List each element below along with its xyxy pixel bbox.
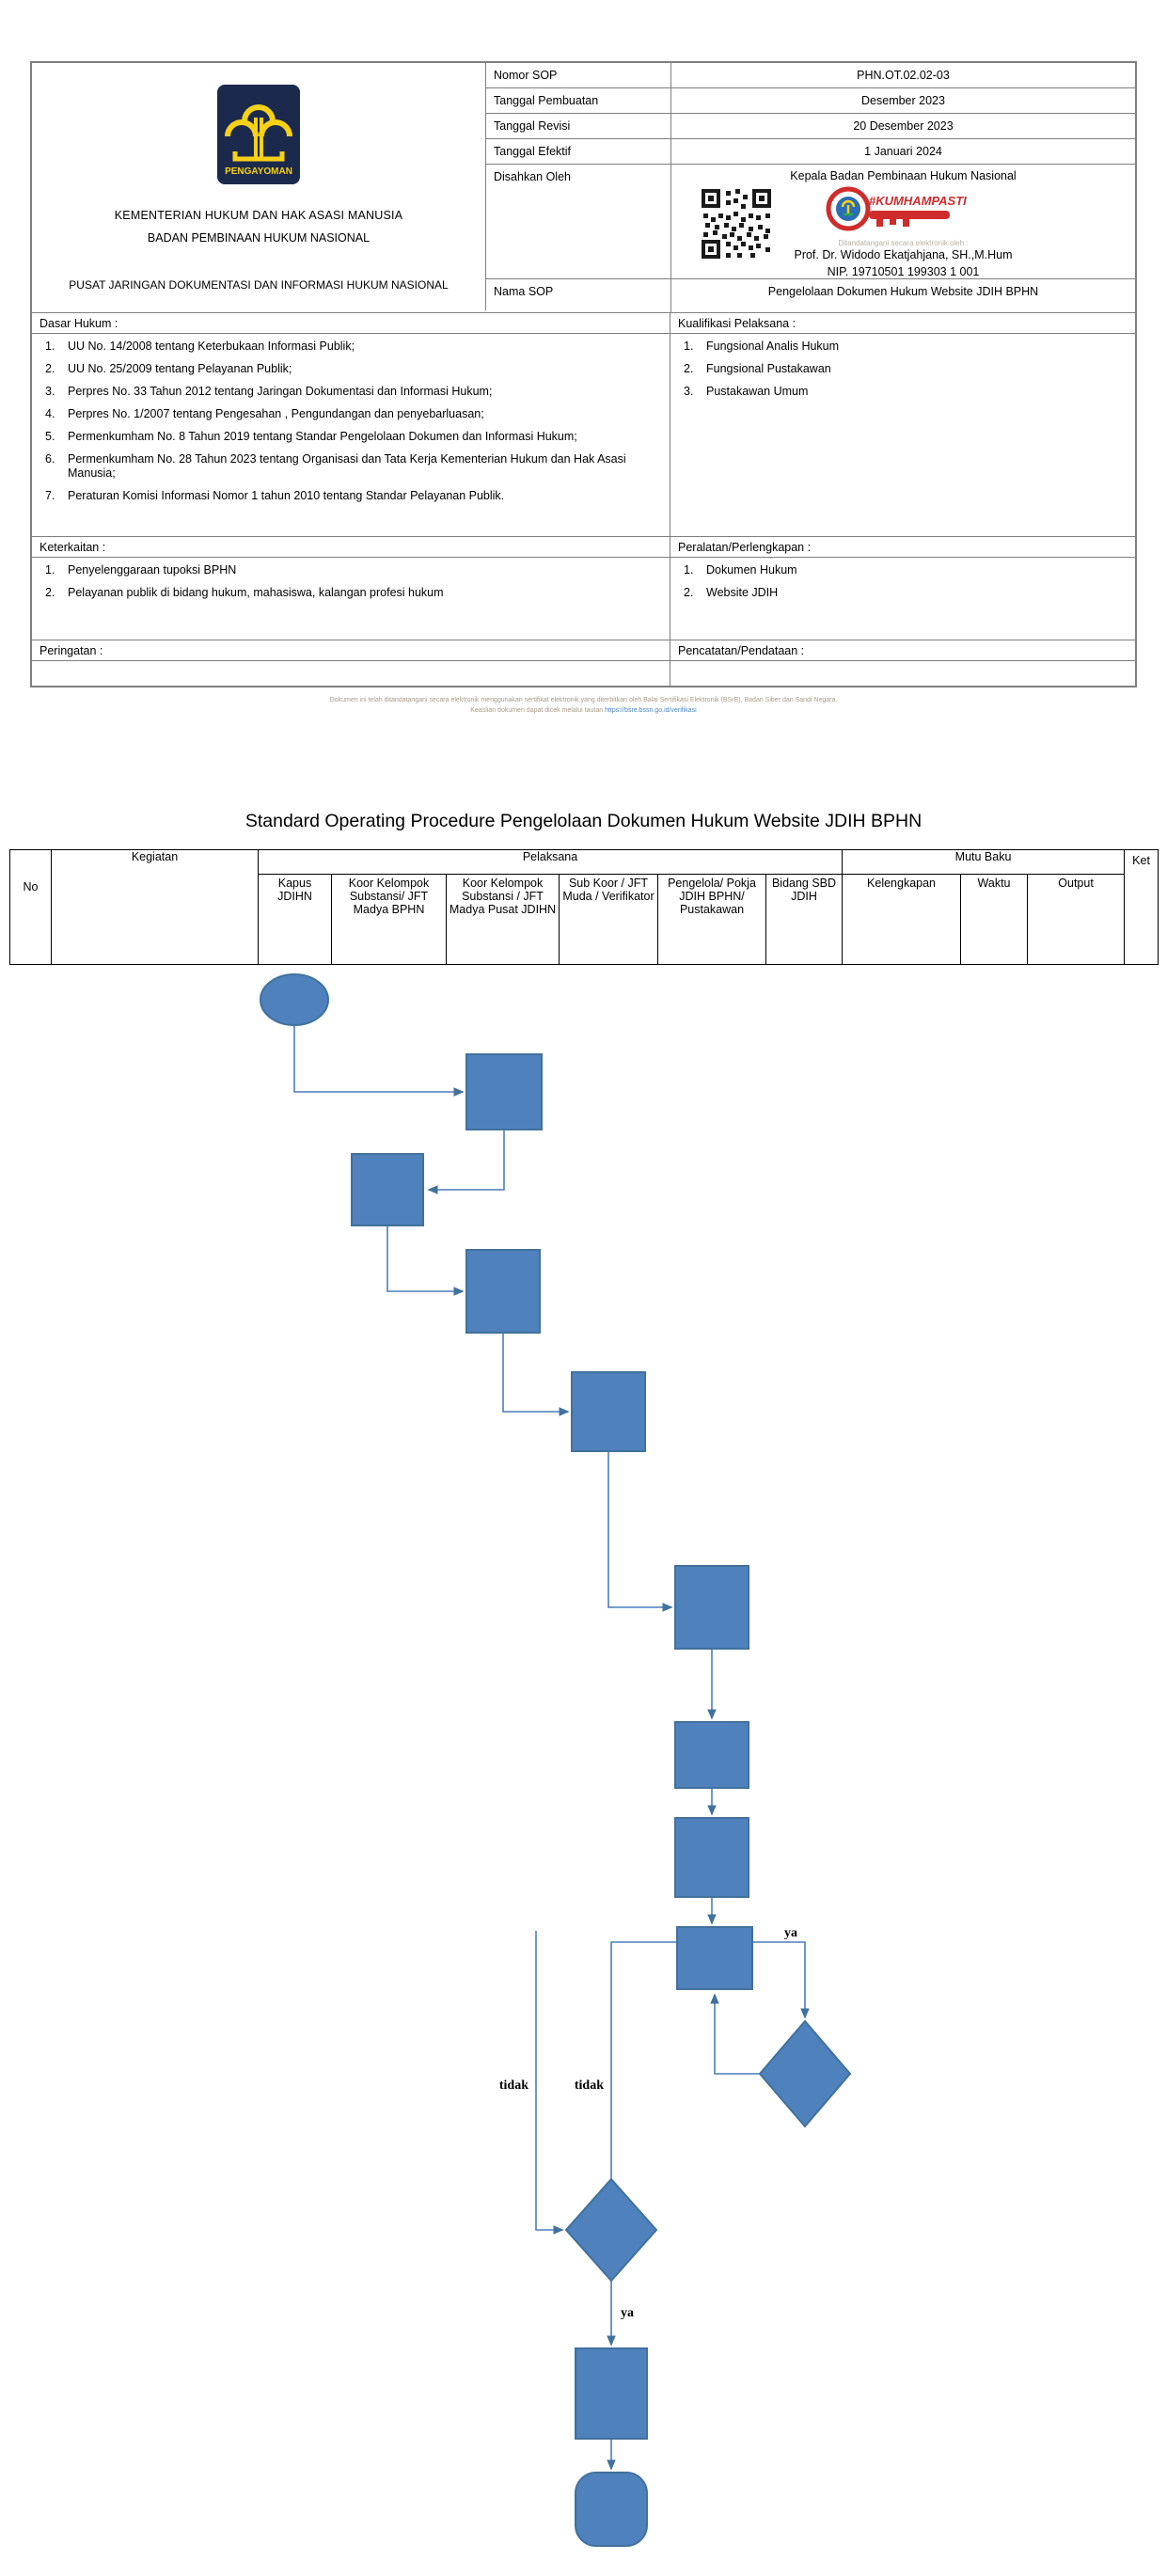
electronic-signature-note: Ditandatangani secara elektronik oleh : <box>838 239 969 247</box>
list-item-text: Website JDIH <box>706 586 779 599</box>
peringatan-body-empty <box>32 661 670 686</box>
header-mutu-baku: Mutu Baku <box>843 850 1125 875</box>
branch-label-tidak-right: tidak <box>574 2078 604 2093</box>
flow-step-4-box <box>466 1250 540 1333</box>
kualifikasi-title: Kualifikasi Pelaksana : <box>678 317 796 330</box>
list-item-number: 2. <box>684 362 694 375</box>
header-no: No <box>10 850 52 965</box>
header-pengelola: Pengelola/ Pokja JDIH BPHN/ Pustakawan <box>658 875 766 965</box>
meta-row-disahkan <box>486 165 1135 279</box>
header-koor-bphn: Koor Kelompok Substansi/ JFT Madya BPHN <box>332 875 447 965</box>
keterkaitan-title: Keterkaitan : <box>32 537 670 557</box>
list-item <box>45 452 660 481</box>
list-item-number: 2. <box>684 586 694 599</box>
header-ket: Ket <box>1125 850 1159 965</box>
list-item <box>45 407 660 421</box>
list-item-number: 3. <box>45 385 55 398</box>
peralatan-title: Peralatan/Perlengkapan : <box>678 541 812 554</box>
flow-verifikasi-decision-diamond <box>566 2179 656 2281</box>
section-body-row-2 <box>32 558 1135 640</box>
list-item <box>684 586 1126 600</box>
flow-step-7-box <box>675 1722 749 1788</box>
flow-step-5-box <box>572 1372 645 1451</box>
list-item-text: Perpres No. 1/2007 tentang Pengesahan , Pengundangan dan penyebarluasan; <box>68 407 484 420</box>
meta-value: Desember 2023 <box>861 94 945 107</box>
list-item-number: 1. <box>45 340 55 353</box>
list-item-number: 2. <box>45 586 55 599</box>
list-item-text: Permenkumham No. 28 Tahun 2023 tentang Organisasi dan Tata Kerja Kementerian Hukum dan Hak Asasi Manusia; <box>68 452 626 480</box>
list-item-text: Pustakawan Umum <box>706 385 809 398</box>
list-item-number: 3. <box>684 385 694 398</box>
sop-meta-table <box>486 63 1135 312</box>
sop-header-box <box>30 61 1137 687</box>
signer-nip: NIP. 19710501 199303 1 001 <box>827 265 980 278</box>
flow-step-11-box <box>576 2348 647 2439</box>
flow-step-9-box <box>677 1927 752 1989</box>
bsre-disclaimer-line2 <box>0 706 1167 717</box>
meta-value: 1 Januari 2024 <box>864 145 942 158</box>
connector-4-5 <box>503 1333 568 1412</box>
list-item <box>684 362 1126 376</box>
meta-label: Nomor SOP <box>486 63 671 87</box>
bsre-disclaimer-line1: Dokumen ini telah ditandatangani secara elektronik menggunakan sertifikat elektronik yang diterbitkan oleh Balai Sertifikasi Elektronik (BSrE), Badan Siber dan Sandi Negara. <box>329 697 838 703</box>
list-item <box>45 430 660 444</box>
peringatan-title: Peringatan : <box>32 640 670 660</box>
list-item-text: Fungsional Analis Hukum <box>706 340 840 353</box>
list-item-text: UU No. 14/2008 tentang Keterbukaan Informasi Publik; <box>68 340 355 353</box>
list-item-number: 1. <box>45 563 55 577</box>
meta-row-nama-sop <box>486 279 1135 312</box>
meta-value: PHN.OT.02.02-03 <box>857 69 950 82</box>
header-output: Output <box>1028 875 1125 965</box>
dasar-hukum-title: Dasar Hukum : <box>32 313 670 333</box>
meta-row-nomor <box>486 63 1135 88</box>
meta-row-pembuatan <box>486 88 1135 114</box>
list-item-text: Permenkumham No. 8 Tahun 2019 tentang Standar Pengelolaan Dokumen dan Informasi Hukum; <box>68 430 577 443</box>
connector-1-2 <box>294 1025 463 1092</box>
connector-3-4 <box>387 1225 463 1291</box>
header-kelengkapan: Kelengkapan <box>843 875 961 965</box>
connector-5-6 <box>608 1451 671 1607</box>
signer-title: Kepala Badan Pembinaan Hukum Nasional <box>790 169 1017 182</box>
pencatatan-body-empty <box>670 661 1135 686</box>
kualifikasi-list <box>670 334 1135 536</box>
meta-label: Tanggal Efektif <box>486 139 671 164</box>
list-item <box>684 385 1126 399</box>
header-top-row <box>32 63 1135 313</box>
list-item <box>45 340 660 354</box>
list-item <box>45 489 660 503</box>
list-item <box>45 586 660 600</box>
list-item <box>45 385 660 399</box>
flowchart-table <box>9 849 1159 965</box>
branch-label-ya-top: ya <box>784 1926 797 1940</box>
section-body-row-3 <box>32 661 1135 686</box>
section-titles-row-3 <box>32 640 1135 661</box>
list-item <box>45 362 660 376</box>
list-item <box>684 340 1126 354</box>
list-item <box>45 563 660 577</box>
signature-zone <box>671 165 1135 278</box>
dasar-hukum-list <box>32 334 670 536</box>
list-item-number: 1. <box>684 340 694 353</box>
flowchart-shapes-overlay <box>9 849 1158 2568</box>
org-line-1: KEMENTERIAN HUKUM DAN HAK ASASI MANUSIA <box>114 209 403 222</box>
signer-name: Prof. Dr. Widodo Ekatjahjana, SH.,M.Hum <box>794 248 1013 261</box>
meta-row-revisi <box>486 114 1135 139</box>
list-item-number: 4. <box>45 407 55 420</box>
header-waktu: Waktu <box>961 875 1028 965</box>
meta-value: 20 Desember 2023 <box>853 119 954 133</box>
section-titles-row-1 <box>32 313 1135 334</box>
list-item-text: UU No. 25/2009 tentang Pelayanan Publik; <box>68 362 292 375</box>
bsre-disclaimer <box>0 696 1167 716</box>
qr-code <box>700 187 773 261</box>
pengayoman-logo-icon <box>216 84 301 185</box>
list-item-text: Pelayanan publik di bidang hukum, mahasiswa, kalangan profesi hukum <box>68 586 444 599</box>
section-body-row-1 <box>32 334 1135 537</box>
peralatan-list <box>670 558 1135 640</box>
ministry-identity-cell <box>32 63 486 310</box>
stamp-text: #KUMHAMPASTI <box>868 194 967 208</box>
flow-step-8-box <box>675 1818 749 1897</box>
list-item-text: Penyelenggaraan tupoksi BPHN <box>68 563 237 577</box>
list-item-number: 1. <box>684 563 694 577</box>
meta-label: Nama SOP <box>486 279 671 312</box>
bsre-verification-link[interactable]: https://bsre.bssn.go.id/verifikasi <box>605 706 697 714</box>
flowchart-header <box>10 850 1159 965</box>
header-bidang-sbd: Bidang SBD JDIH <box>766 875 843 965</box>
header-kapus-jdihn: Kapus JDIHN <box>259 875 332 965</box>
list-item-text: Fungsional Pustakawan <box>706 362 831 375</box>
list-item-number: 7. <box>45 489 55 502</box>
pencatatan-title: Pencatatan/Pendataan : <box>678 644 805 657</box>
kumhampasti-stamp-icon <box>824 184 984 233</box>
header-pelaksana: Pelaksana <box>259 850 843 875</box>
flow-step-6-box <box>675 1566 749 1649</box>
list-item-text: Peraturan Komisi Informasi Nomor 1 tahun 2010 tentang Standar Pelayanan Publik. <box>68 489 505 502</box>
flow-step-2-box <box>466 1054 542 1130</box>
flow-kendala-decision-diamond <box>760 2021 850 2126</box>
org-line-3: PUSAT JARINGAN DOKUMENTASI DAN INFORMASI HUKUM NASIONAL <box>69 278 449 292</box>
logo-banner-text: PENGAYOMAN <box>225 166 292 177</box>
list-item <box>684 563 1126 577</box>
list-item-text: Dokumen Hukum <box>706 563 797 577</box>
keterkaitan-list <box>32 558 670 640</box>
meta-label: Disahkan Oleh <box>486 165 671 278</box>
org-line-2: BADAN PEMBINAAN HUKUM NASIONAL <box>147 231 371 245</box>
connector-2-3 <box>429 1130 504 1190</box>
list-item-text: Perpres No. 33 Tahun 2012 tentang Jaringan Dokumentasi dan Informasi Hukum; <box>68 385 493 398</box>
list-item-number: 6. <box>45 452 55 466</box>
section-titles-row-2 <box>32 537 1135 558</box>
connector-tidak-return <box>536 1931 562 2230</box>
branch-label-tidak-left: tidak <box>498 2078 528 2093</box>
flowchart-container <box>9 849 1158 2320</box>
meta-label: Tanggal Pembuatan <box>486 88 671 113</box>
header-sub-koor: Sub Koor / JFT Muda / Verifikator <box>560 875 658 965</box>
meta-label: Tanggal Revisi <box>486 114 671 138</box>
bsre-disclaimer-prefix: Keaslian dokumen dapat dicek melalui tautan <box>470 706 606 714</box>
connector-10-ya-decision <box>611 1942 805 2179</box>
flow-start-terminator <box>260 974 328 1025</box>
header-kegiatan: Kegiatan <box>52 850 259 965</box>
flow-end-terminator <box>576 2473 647 2546</box>
sop-name-value: Pengelolaan Dokumen Hukum Website JDIH BPHN <box>767 285 1039 298</box>
branch-label-ya-bottom: ya <box>621 2306 634 2320</box>
meta-row-efektif <box>486 139 1135 165</box>
list-item-number: 5. <box>45 430 55 443</box>
header-koor-pusat-jdihn: Koor Kelompok Substansi / JFT Madya Pusat JDIHN <box>447 875 560 965</box>
list-item-number: 2. <box>45 362 55 375</box>
connector-decision-back-9 <box>715 1995 760 2074</box>
flow-step-3-box <box>352 1154 423 1225</box>
flowchart-title: Standard Operating Procedure Pengelolaan Dokumen Hukum Website JDIH BPHN <box>244 811 923 831</box>
